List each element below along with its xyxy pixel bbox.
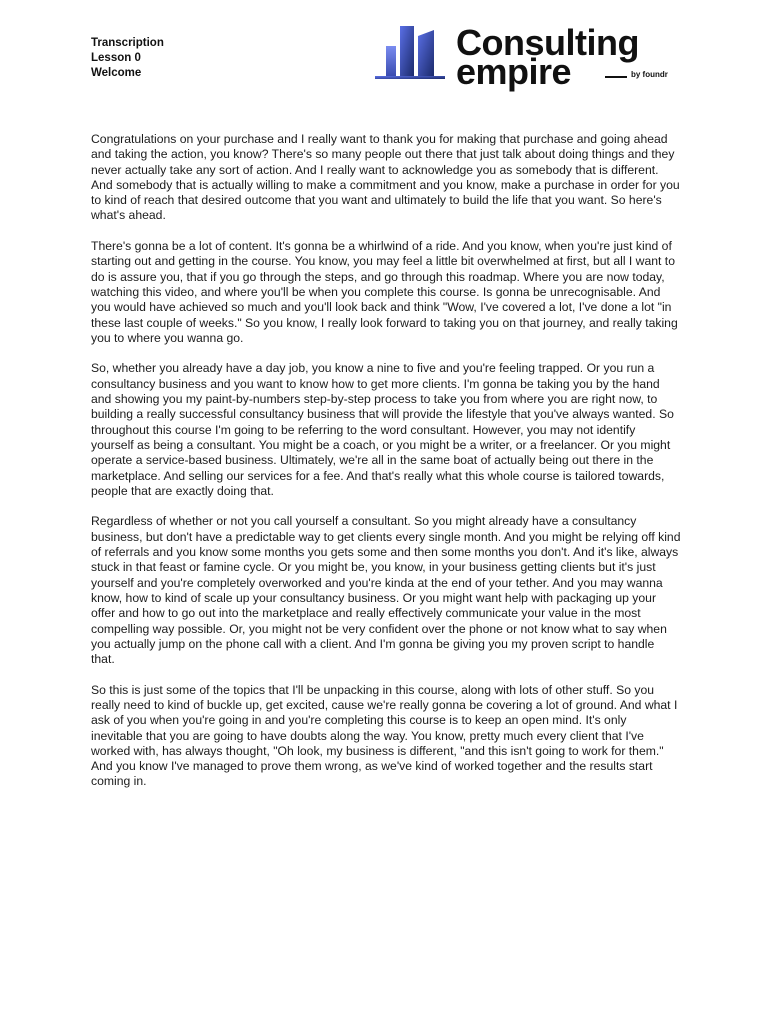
transcript-body [91, 132, 681, 805]
paragraph: So, whether you already have a day job, you know a nine to five and you're feeling trapped. Or you run a consultancy business and you want to know how to get more clients. I'm gonna be taking you by the hand and showing you my paint-by-numbers step-by-step process to take you from where you are right now, to building a really successful consultancy business that will provide the lifestyle that you've always wanted. So throughout this course I'm going to be referring to the word consultant. However, you may not identify yourself as being a consultant. You might be a coach, or you might be a writer, or a freelancer. Or you might operate a service-based business. Ultimately, we're all in the same boat of actually being out there in the marketplace. And selling our services for a fee. And that's really what this whole course is tailored towards, people that are exactly doing that. [91, 361, 674, 498]
logo-divider [605, 76, 627, 78]
logo-word-consulting: Consulting [456, 22, 639, 63]
paragraph: So this is just some of the topics that I'll be unpacking in this course, along with lots of other stuff. So you really need to kind of buckle up, get excited, cause we're really gonna be covering a lot of ground. And what I ask of you when you're going in and you're completing this course is to keep an open mind. It's only inevitable that you are going to have doubts along the way. You know, pretty much every client that I've worked with, has always thought, "Oh look, my business is different, "and this isn't going to work for them." And you know I've managed to prove them wrong, as we've kind of worked together and the results start coming in. [91, 682, 678, 789]
building-icon [372, 24, 448, 82]
logo-word-empire: empire [456, 51, 572, 92]
consulting-empire-logo [372, 22, 682, 92]
header-line-lesson: Lesson 0 [91, 52, 141, 64]
logo-byline: by foundr [631, 70, 668, 79]
document-header [91, 36, 164, 81]
paragraph: Congratulations on your purchase and I really want to thank you for making that purchase and going ahead and taking the action, you know? There's so many people out there that just talk about doing things and they never actually take any sort of action. And I really want to acknowledge you as somebody that is different. And somebody that is actually willing to make a commitment and you know, make a purchase in order for you to kind of reach that desired outcome that you want and ultimately to build the life that you want. So here's what's ahead. [91, 132, 680, 223]
paragraph: Regardless of whether or not you call yourself a consultant. So you might already have a consultancy business, but don't have a predictable way to get clients every single month. And you might be relying off kind of referrals and you know some months you gets some and then some months you don't. And it's like, always stuck in that feast or famine cycle. Or you might be, you know, in your business getting clients but it's just yourself and you're completely overworked and you're kinda at the end of your tether. And you may wanna know, how to kind of scale up your consultancy business. Or you might want help with packaging up your offer and how to go out into the marketplace and really effectively communicate your value in the most compelling way possible. Or, you might not be very confident over the phone or not know what to say when you actually jump on the phone call with a client. And I'm gonna be giving you my proven script to handle that. [91, 514, 681, 667]
header-line-transcription: Transcription [91, 37, 164, 49]
paragraph: There's gonna be a lot of content. It's gonna be a whirlwind of a ride. And you know, when you're just kind of starting out and getting in the course. You know, you may feel a little bit overwhelmed at first, but all I want to do is assure you, that if you go through the steps, and go through this roadmap. Where you are now today, watching this video, and where you'll be when you complete this course. Is gonna be unrecognisable. And you would have achieved so much and you'll look back and think "Wow, I've covered a lot, I've done a lot "in these last couple of weeks." So you know, I really look forward to taking you on that journey, and really taking you to where you wanna go. [91, 239, 678, 345]
header-line-title: Welcome [91, 67, 142, 79]
